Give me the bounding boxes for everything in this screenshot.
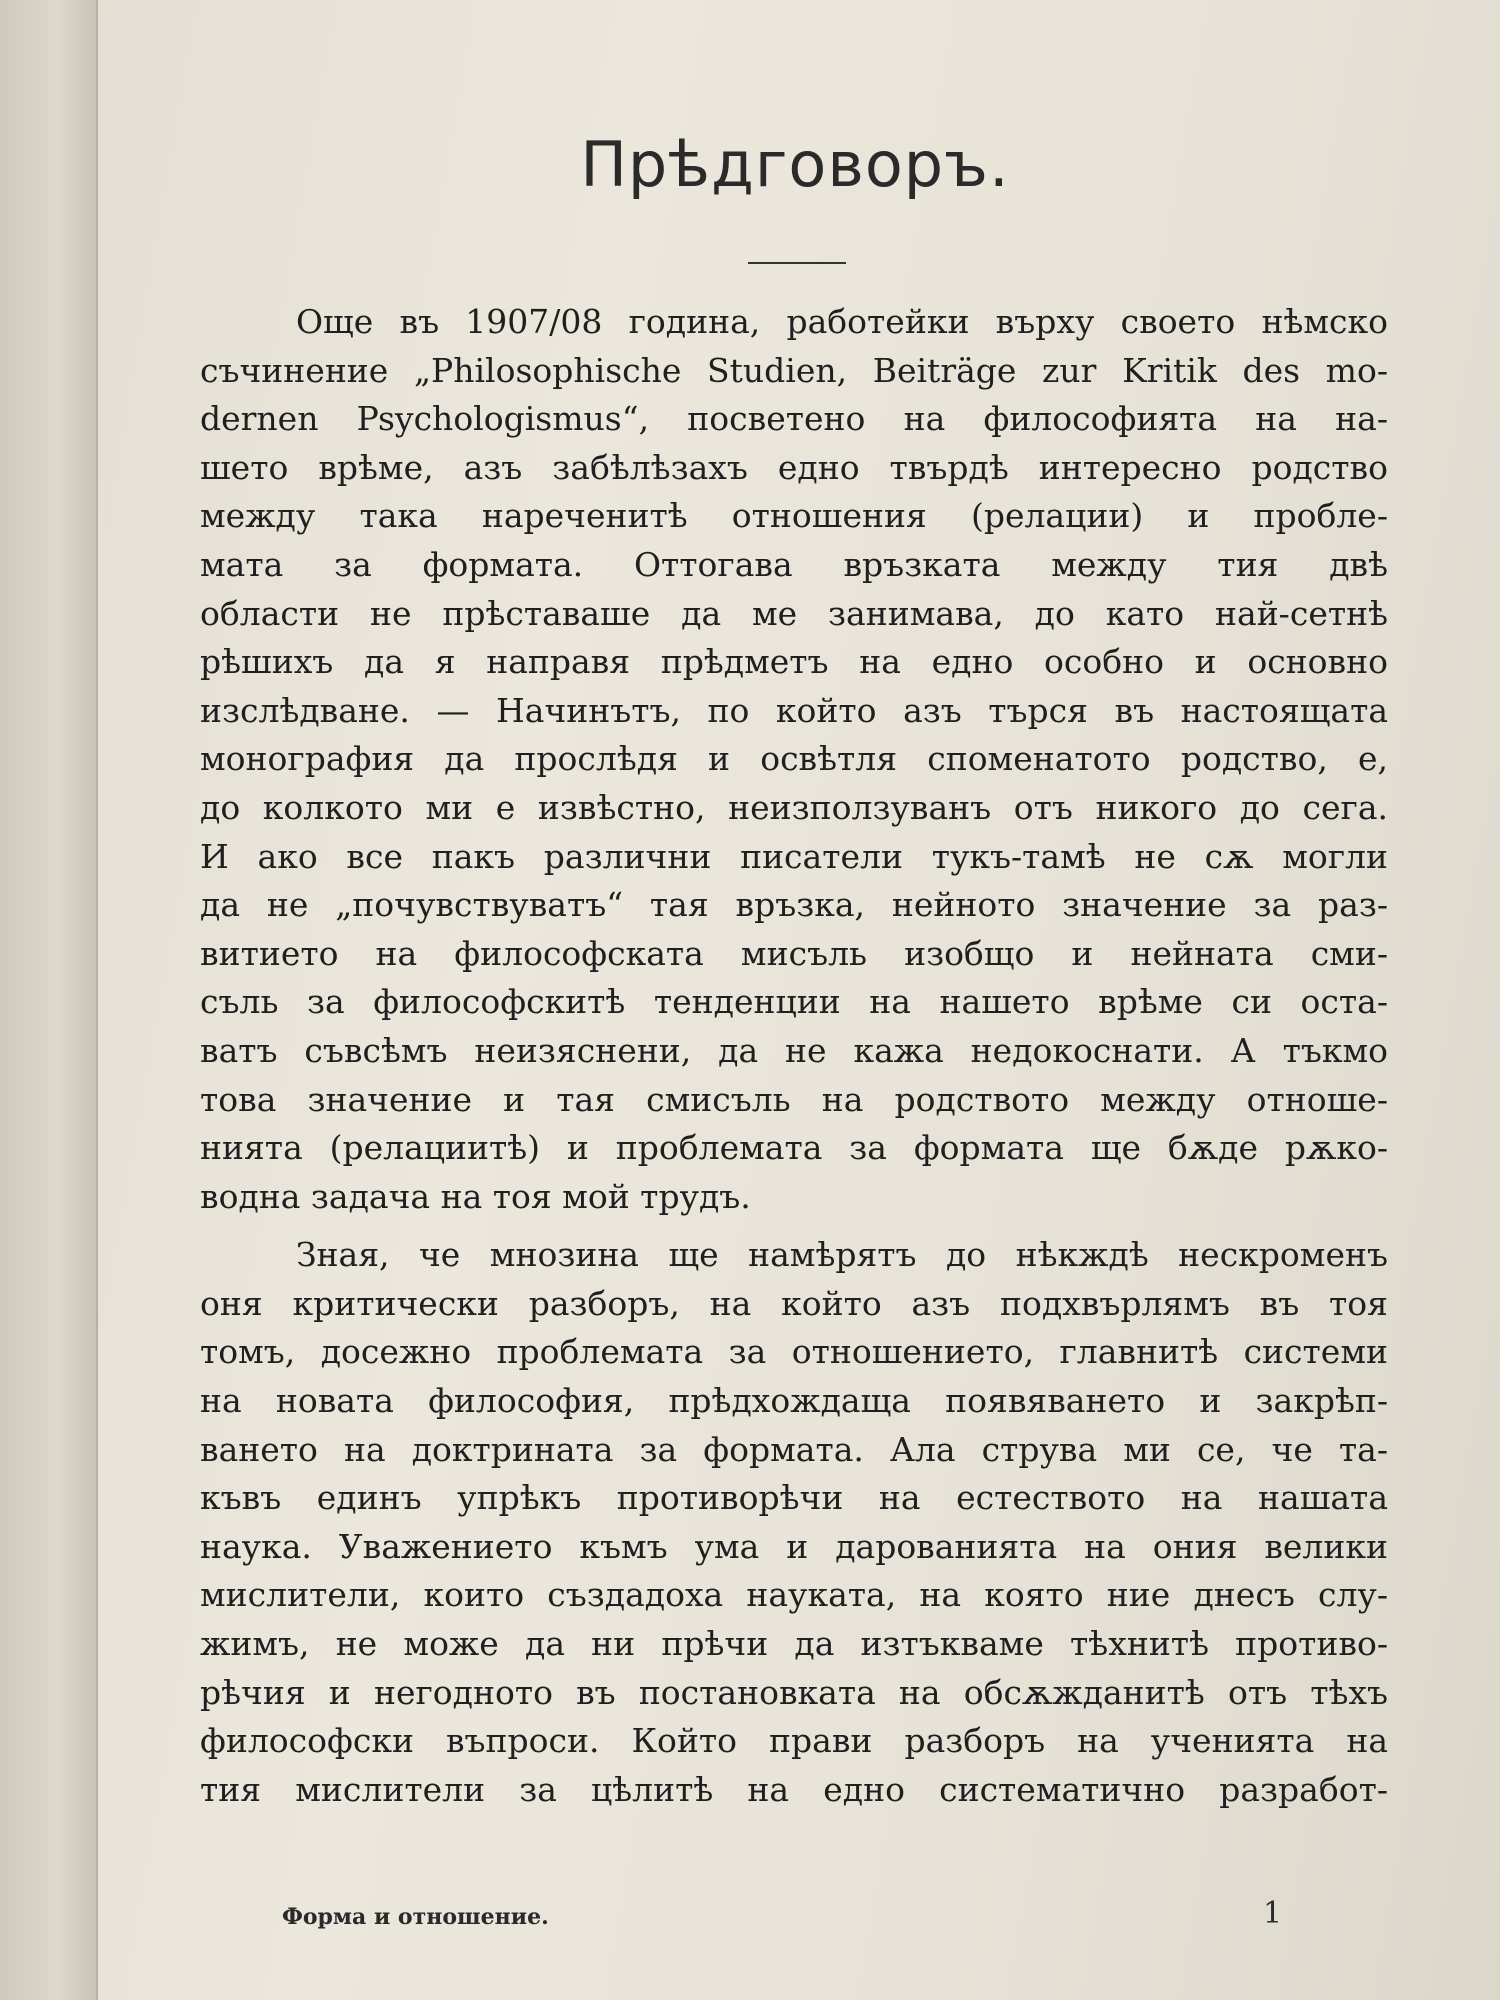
body-text: [200, 298, 1388, 1814]
text-line: монография да прослѣдя и освѣтля споменатото родство, е,: [200, 739, 1388, 779]
text-line: съчинение „Philosophische Studien, Beiträge zur Kritik des mo-: [200, 350, 1388, 390]
text-line: наука. Уважението къмъ ума и дарованията на ония велики: [200, 1526, 1388, 1566]
text-line: шето врѣме, азъ забѣлѣзахъ едно твърдѣ интересно родство: [200, 447, 1388, 487]
text-line: dernen Psychologismus“, посветено на философията на на-: [200, 399, 1388, 439]
text-line: водна задача на тоя мой трудъ.: [200, 1176, 751, 1216]
paragraph-1: [200, 298, 1388, 1221]
book-gutter: [0, 0, 98, 2000]
text-line: ването на доктрината за формата. Ала струва ми се, че та-: [200, 1429, 1388, 1469]
text-line: до колкото ми е извѣстно, неизползуванъ отъ никого до сега.: [200, 787, 1388, 827]
title-divider: [748, 262, 846, 264]
paragraph-2: [200, 1231, 1388, 1814]
text-line: къвъ единъ упрѣкъ противорѣчи на естеството на нашата: [200, 1478, 1388, 1518]
text-line: рѣчия и негодното въ постановката на обсѫжданитѣ отъ тѣхъ: [200, 1672, 1388, 1712]
text-line: съль за философскитѣ тенденции на нашето врѣме си оста-: [200, 982, 1388, 1022]
text-line: изслѣдване. — Начинътъ, по който азъ търся въ настоящата: [200, 690, 1388, 730]
page-title: Прѣдговоръ.: [580, 128, 1010, 201]
text-line: между така нареченитѣ отношения (релации) и пробле-: [200, 496, 1388, 536]
text-line: И ако все пакъ различни писатели тукъ-тамѣ не сѫ могли: [200, 836, 1388, 876]
text-line: оня критически разборъ, на който азъ подхвърлямъ въ тоя: [200, 1283, 1388, 1323]
text-line: това значение и тая смисъль на родството между отноше-: [200, 1079, 1388, 1119]
text-line: витието на философската мисъль изобщо и нейната сми-: [200, 933, 1388, 973]
page-number: 1: [1263, 1896, 1283, 1931]
footer-title: Форма и отношение.: [282, 1904, 549, 1930]
text-line: жимъ, не може да ни прѣчи да изтъкваме тѣхнитѣ противо-: [200, 1624, 1388, 1664]
text-line: мислители, които създадоха науката, на която ние днесъ слу-: [200, 1575, 1388, 1615]
text-line: да не „почувствуватъ“ тая връзка, нейното значение за раз-: [200, 885, 1388, 925]
text-line: томъ, досежно проблемата за отношението, главнитѣ системи: [200, 1332, 1388, 1372]
text-line: мата за формата. Оттогава връзката между тия двѣ: [200, 544, 1388, 584]
text-line: области не прѣставаше да ме занимава, до като най-сетнѣ: [200, 593, 1388, 633]
text-line: Зная, че мнозина ще намѣрятъ до нѣкждѣ нескроменъ: [296, 1235, 1388, 1275]
text-line: философски въпроси. Който прави разборъ на ученията на: [200, 1721, 1388, 1761]
text-line: Още въ 1907/08 година, работейки върху своето нѣмско: [296, 302, 1388, 341]
text-line: на новата философия, прѣдхождаща появяването и закрѣп-: [200, 1381, 1388, 1421]
text-line: тия мислители за цѣлитѣ на едно систематично разработ-: [200, 1769, 1388, 1809]
text-line: рѣшихъ да я направя прѣдметъ на едно особно и основно: [200, 642, 1388, 682]
paragraph-gap: [200, 1221, 1388, 1231]
text-line: нията (релациитѣ) и проблемата за формата ще бѫде рѫко-: [200, 1128, 1388, 1168]
text-line: ватъ съвсѣмъ неизяснени, да не кажа недокоснати. А тъкмо: [200, 1030, 1388, 1070]
